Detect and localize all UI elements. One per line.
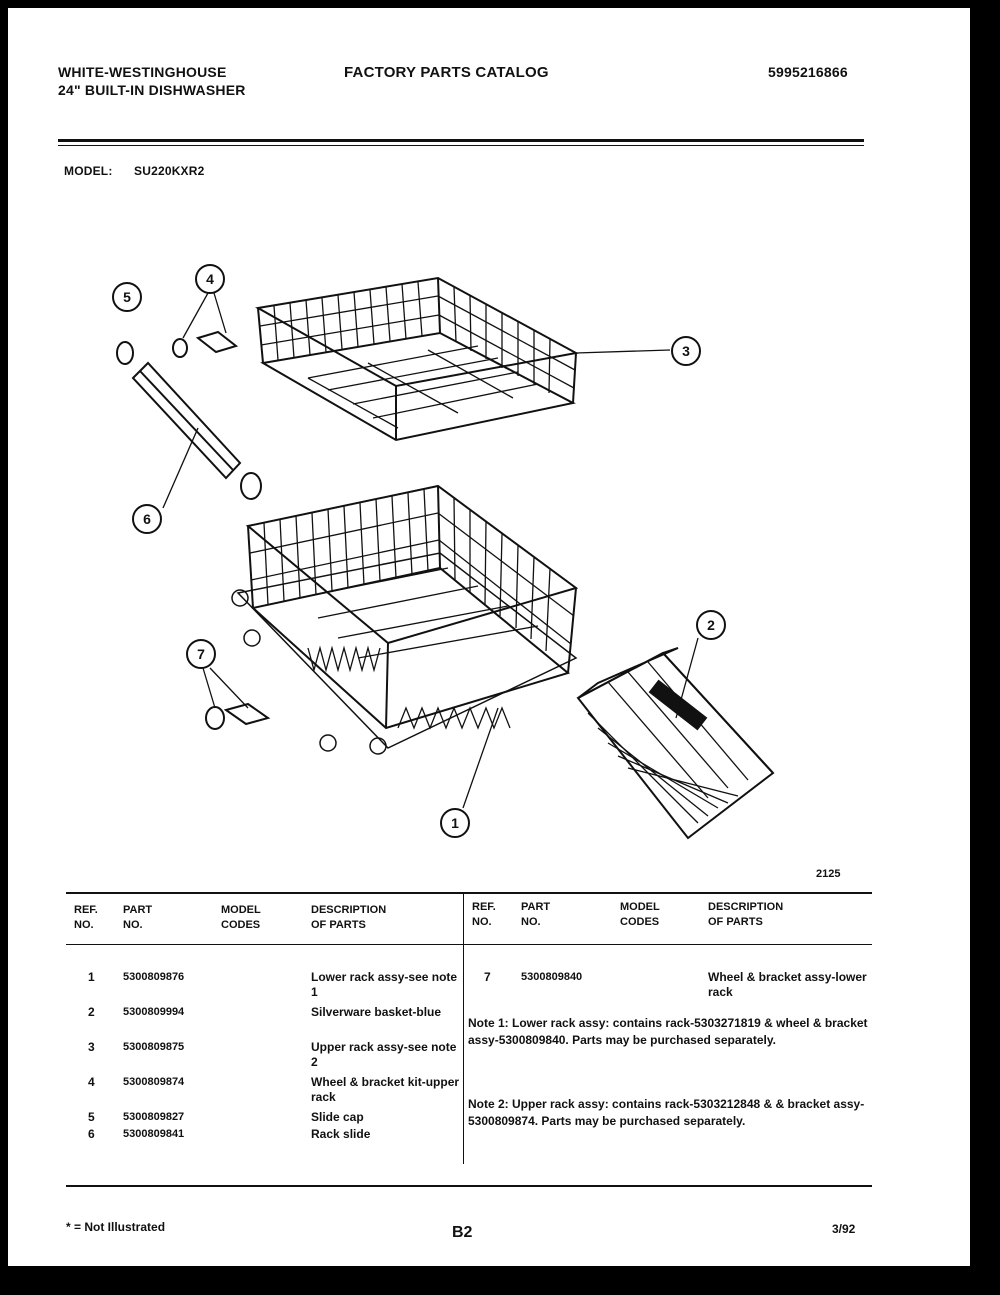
callout-label-6: 6	[143, 511, 151, 527]
row-ref: 3	[88, 1040, 95, 1054]
header-description-right: DESCRIPTION OF PARTS	[708, 901, 784, 928]
callout-label-4: 4	[206, 271, 214, 287]
model-value: SU220KXR2	[134, 164, 205, 178]
row-ref: 2	[88, 1005, 95, 1019]
catalog-page	[8, 8, 970, 1266]
row-part: 5300809875	[123, 1041, 185, 1053]
product-name: 24" BUILT-IN DISHWASHER	[58, 82, 246, 98]
row-desc: Lower rack assy-see note 1	[311, 970, 458, 999]
catalog-title: FACTORY PARTS CATALOG	[344, 64, 549, 81]
note-2: Note 2: Upper rack assy: contains rack-5303212848 & & bracket assy-5300809874. Parts may be purchased separately.	[468, 1097, 865, 1128]
table-header-rule	[66, 944, 872, 945]
row-part: 5300809994	[123, 1006, 185, 1018]
header-part-no: PART NO.	[123, 904, 153, 931]
row-ref: 1	[88, 970, 95, 984]
catalog-number: 5995216866	[768, 64, 848, 80]
row-desc: Upper rack assy-see note 2	[311, 1040, 457, 1069]
row-desc: Wheel & bracket kit-upper rack	[311, 1075, 460, 1104]
table-top-rule	[66, 892, 872, 894]
header-model-codes-right: MODEL CODES	[620, 901, 660, 928]
row-ref: 6	[88, 1127, 95, 1141]
row-desc: Rack slide	[311, 1127, 371, 1141]
callout-label-3: 3	[682, 343, 690, 359]
figure-number: 2125	[816, 868, 841, 880]
header-description: DESCRIPTION OF PARTS	[311, 904, 387, 931]
row-desc: Slide cap	[311, 1110, 364, 1124]
row-ref: 5	[88, 1110, 95, 1124]
model-label: MODEL:	[64, 164, 113, 178]
upper-wheel-kit-illustration	[173, 332, 236, 357]
callout-label-5: 5	[123, 289, 131, 305]
row-part: 5300809827	[123, 1111, 185, 1123]
callout-label-2: 2	[707, 617, 715, 633]
revision-date: 3/92	[832, 1222, 856, 1236]
callout-label-1: 1	[451, 815, 459, 831]
row-desc: Wheel & bracket assy-lower rack	[708, 970, 867, 999]
brand-name: WHITE-WESTINGHOUSE	[58, 64, 227, 80]
lower-rack-illustration	[232, 486, 576, 754]
table-center-divider	[463, 894, 464, 1164]
upper-rack-illustration	[258, 278, 576, 440]
row-part: 5300809841	[123, 1128, 185, 1140]
footer-rule	[66, 1185, 872, 1187]
exploded-parts-diagram	[8, 8, 970, 888]
not-illustrated-legend: * = Not Illustrated	[66, 1220, 166, 1234]
header-part-no-right: PART NO.	[521, 901, 551, 928]
callout-label-7: 7	[197, 646, 205, 662]
row-part: 5300809874	[123, 1076, 185, 1088]
page-number: B2	[452, 1224, 473, 1241]
row-ref: 7	[484, 970, 491, 984]
header-model-codes: MODEL CODES	[221, 904, 261, 931]
silverware-basket-illustration	[578, 648, 773, 838]
header-ref-no: REF. NO.	[74, 904, 98, 931]
row-part: 5300809876	[123, 971, 185, 983]
slide-cap-illustration	[117, 342, 133, 364]
note-1: Note 1: Lower rack assy: contains rack-5303271819 & wheel & bracket assy-5300809840. Parts may be purchased separately.	[468, 1016, 868, 1047]
header-ref-no-right: REF. NO.	[472, 901, 496, 928]
row-part: 5300809840	[521, 971, 583, 983]
row-desc: Silverware basket-blue	[311, 1005, 442, 1019]
row-ref: 4	[88, 1075, 95, 1089]
